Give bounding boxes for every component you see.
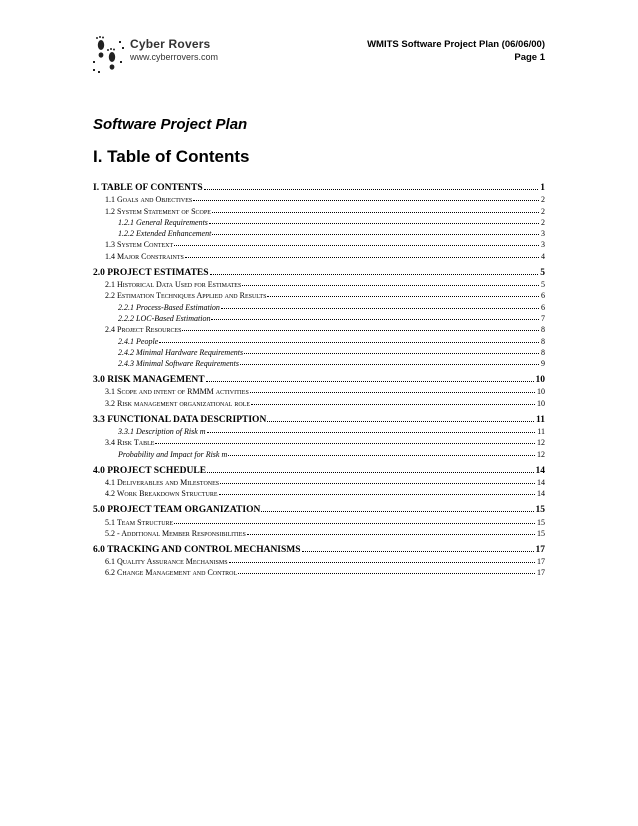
toc-entry-title: 6.1 Quality Assurance Mechanisms: [105, 557, 228, 567]
toc-entry-title: 3.0 RISK MANAGEMENT: [93, 375, 205, 386]
dot-leader: [174, 523, 535, 524]
dot-leader: [250, 392, 535, 393]
toc-entry-page: 14: [537, 489, 545, 499]
toc-entry[interactable]: [93, 227, 545, 238]
toc-entry[interactable]: [93, 476, 545, 487]
toc-entry-page: 6: [541, 291, 545, 301]
toc-entry[interactable]: [93, 436, 545, 447]
toc-entry[interactable]: [93, 289, 545, 300]
dot-leader: [219, 494, 535, 495]
dot-leader: [220, 483, 535, 484]
toc-entry[interactable]: [93, 566, 545, 577]
toc-entry-page: 8: [541, 325, 545, 335]
toc-entry-page: 2: [541, 206, 545, 216]
toc-entry-page: 11: [536, 414, 545, 425]
document-reference: WMITS Software Project Plan (06/06/00): [367, 39, 545, 50]
toc-entry[interactable]: [93, 462, 545, 476]
toc-entry-title: 5.1 Team Structure: [105, 517, 174, 527]
toc-entry-page: 6: [541, 302, 545, 312]
dot-leader: [155, 443, 535, 444]
toc-entry-title: 3.4 Risk Table: [105, 438, 155, 448]
toc-entry-title: 1.4 Major Constraints: [105, 251, 184, 261]
dot-leader: [204, 189, 539, 190]
dot-leader: [212, 234, 539, 235]
toc-entry[interactable]: [93, 411, 545, 425]
toc-entry[interactable]: [93, 515, 545, 526]
toc-entry-title: 3.3 FUNCTIONAL DATA DESCRIPTION: [93, 414, 267, 425]
toc-entry-page: 5: [540, 267, 545, 278]
toc-entry-title: 6.0 TRACKING AND CONTROL MECHANISMS: [93, 544, 301, 555]
page-header: [367, 38, 545, 64]
toc-entry-title: 5.0 PROJECT TEAM ORGANIZATION: [93, 505, 261, 516]
toc-entry-title: 1.2 System Statement of Scope: [105, 206, 211, 216]
toc-entry-page: 15: [537, 517, 545, 527]
dot-leader: [207, 432, 536, 433]
dot-leader: [247, 534, 535, 535]
table-of-contents: [93, 179, 545, 577]
toc-entry-page: 12: [537, 449, 545, 459]
toc-entry-page: 12: [537, 438, 545, 448]
toc-entry[interactable]: [93, 541, 545, 555]
toc-entry-page: 10: [537, 387, 545, 397]
dot-leader: [267, 296, 539, 297]
toc-entry-title: 2.4.1 People: [118, 336, 159, 346]
dot-leader: [244, 353, 539, 354]
toc-entry-title: 2.2 Estimation Techniques Applied and Results: [105, 291, 267, 301]
toc-entry[interactable]: [93, 179, 545, 193]
dot-leader: [221, 308, 539, 309]
dot-leader: [240, 364, 539, 365]
toc-entry-title: 6.2 Change Management and Control: [105, 568, 238, 578]
company-logo: [92, 35, 252, 73]
toc-entry[interactable]: [93, 447, 545, 458]
toc-entry[interactable]: [93, 527, 545, 538]
toc-entry-page: 15: [537, 528, 545, 538]
toc-entry[interactable]: [93, 204, 545, 215]
toc-entry-title: 2.4.2 Minimal Hardware Requirements: [118, 347, 244, 357]
toc-entry-page: 3: [541, 229, 545, 239]
toc-entry[interactable]: [93, 193, 545, 204]
toc-entry-title: 3.1 Scope and intent of RMMM activities: [105, 387, 249, 397]
dot-leader: [242, 285, 539, 286]
dot-leader: [261, 511, 533, 512]
toc-entry[interactable]: [93, 357, 545, 368]
toc-entry-title: 2.2.2 LOC-Based Estimation: [118, 313, 211, 323]
dot-leader: [228, 455, 535, 456]
dot-leader: [185, 257, 539, 258]
toc-entry-page: 14: [535, 465, 545, 476]
toc-entry-page: 7: [541, 313, 545, 323]
page-number: Page 1: [514, 52, 545, 63]
toc-entry[interactable]: [93, 278, 545, 289]
toc-entry[interactable]: [93, 264, 545, 278]
toc-entry-title: 4.0 PROJECT SCHEDULE: [93, 465, 207, 476]
dot-leader: [193, 200, 539, 201]
toc-entry-page: 9: [541, 359, 545, 369]
dot-leader: [210, 274, 539, 275]
toc-entry-page: 17: [535, 544, 545, 555]
footprints-icon: [92, 35, 126, 73]
logo-name: Cyber Rovers: [130, 37, 211, 51]
document-title: Software Project Plan: [93, 116, 248, 133]
toc-entry-title: Probability and Impact for Risk m: [118, 449, 228, 459]
dot-leader: [159, 342, 539, 343]
toc-entry[interactable]: [93, 238, 545, 249]
toc-entry-page: 3: [541, 240, 545, 250]
toc-entry-title: 2.2.1 Process-Based Estimation: [118, 302, 220, 312]
toc-entry-title: 4.2 Work Breakdown Structure: [105, 489, 218, 499]
dot-leader: [238, 573, 535, 574]
toc-entry-page: 17: [537, 568, 545, 578]
toc-entry[interactable]: [93, 312, 545, 323]
toc-entry-title: 1.2.2 Extended Enhancement: [118, 229, 212, 239]
toc-entry[interactable]: [93, 323, 545, 334]
toc-entry[interactable]: [93, 346, 545, 357]
dot-leader: [302, 551, 534, 552]
toc-entry-page: 8: [541, 336, 545, 346]
toc-entry[interactable]: [93, 396, 545, 407]
dot-leader: [207, 472, 533, 473]
toc-entry-title: 1.1 Goals and Objectives: [105, 195, 193, 205]
toc-entry-title: 3.2 Risk management organizational role: [105, 398, 250, 408]
toc-heading: I. Table of Contents: [93, 147, 250, 166]
toc-entry-title: 2.1 Historical Data Used for Estimates: [105, 280, 242, 290]
toc-entry-title: 2.4 Project Resources: [105, 325, 182, 335]
toc-entry-page: 15: [535, 505, 545, 516]
toc-entry-title: 3.3.1 Description of Risk m: [118, 427, 206, 437]
toc-entry-title: 2.0 PROJECT ESTIMATES: [93, 267, 209, 278]
toc-entry-page: 2: [541, 217, 545, 227]
dot-leader: [211, 319, 539, 320]
dot-leader: [251, 404, 535, 405]
dot-leader: [212, 212, 539, 213]
dot-leader: [267, 421, 534, 422]
toc-entry[interactable]: [93, 300, 545, 311]
dot-leader: [182, 330, 539, 331]
toc-entry[interactable]: [93, 487, 545, 498]
toc-entry[interactable]: [93, 334, 545, 345]
toc-entry-page: 10: [537, 398, 545, 408]
toc-entry-page: 14: [537, 477, 545, 487]
toc-entry[interactable]: [93, 371, 545, 385]
dot-leader: [206, 381, 534, 382]
logo-url: www.cyberrovers.com: [130, 52, 219, 62]
toc-entry[interactable]: [93, 425, 545, 436]
toc-entry[interactable]: [93, 385, 545, 396]
toc-entry-title: 5.2 - Additional Member Responsibilities: [105, 528, 246, 538]
toc-entry-page: 10: [535, 375, 545, 386]
toc-entry-title: 1.2.1 General Requirements: [118, 217, 208, 227]
toc-entry-page: 5: [541, 280, 545, 290]
toc-entry[interactable]: [93, 216, 545, 227]
toc-entry[interactable]: [93, 501, 545, 515]
toc-entry-title: I. TABLE OF CONTENTS: [93, 183, 203, 193]
toc-entry-title: 2.4.3 Minimal Software Requirements: [118, 359, 239, 369]
toc-entry[interactable]: [93, 555, 545, 566]
dot-leader: [174, 245, 539, 246]
toc-entry-page: 17: [537, 557, 545, 567]
toc-entry-title: 4.1 Deliverables and Milestones: [105, 477, 220, 487]
dot-leader: [229, 562, 535, 563]
toc-entry-page: 11: [537, 427, 545, 437]
toc-entry-page: 4: [541, 251, 545, 261]
toc-entry-page: 1: [540, 183, 545, 193]
dot-leader: [209, 223, 539, 224]
toc-entry-page: 8: [541, 347, 545, 357]
toc-entry-page: 2: [541, 195, 545, 205]
toc-entry-title: 1.3 System Context: [105, 240, 174, 250]
toc-entry[interactable]: [93, 249, 545, 260]
